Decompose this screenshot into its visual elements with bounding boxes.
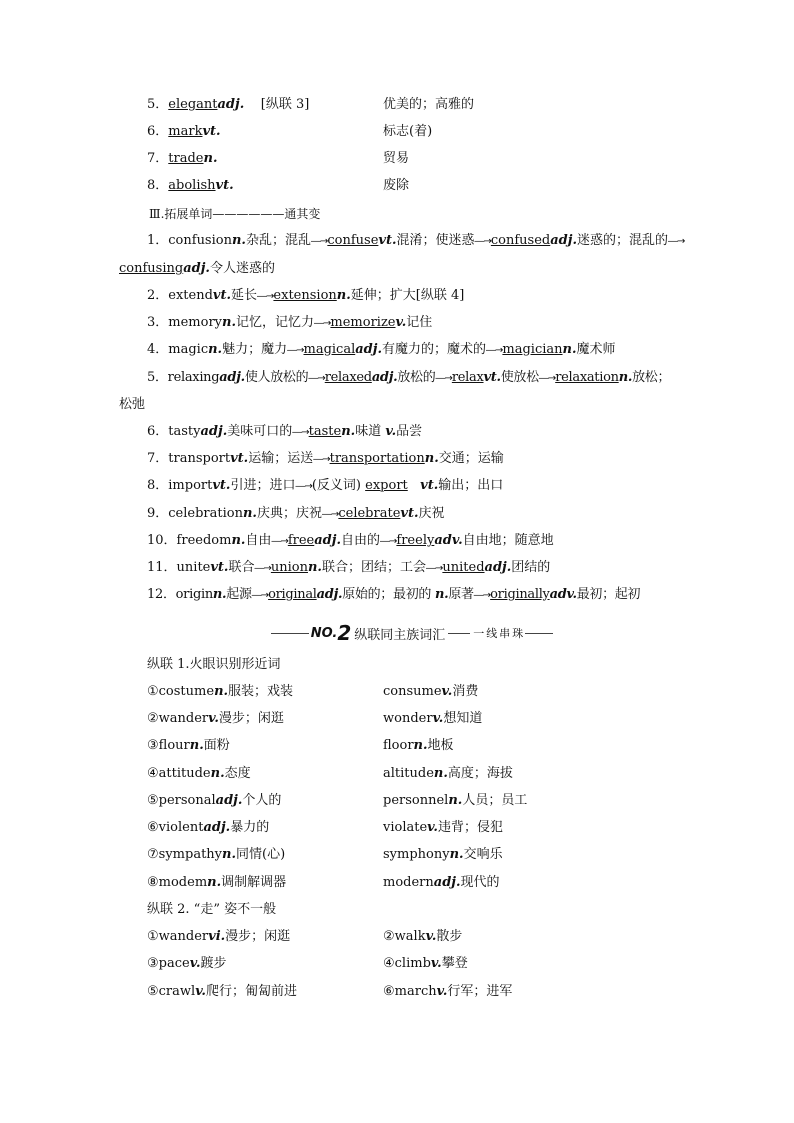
- part-of-speech: adj.: [200, 424, 228, 439]
- meaning: 踱步: [200, 956, 227, 971]
- circle-number: ①: [147, 929, 159, 944]
- part-of-speech: v.: [441, 684, 453, 699]
- headword: 3．memory: [147, 315, 223, 330]
- part-of-speech: adj.: [484, 560, 512, 575]
- part-of-speech: vt.: [378, 233, 397, 248]
- meaning: 魔术师: [576, 342, 616, 357]
- meaning: 爬行；匍匐前进: [205, 984, 297, 999]
- item-number: 7．: [147, 151, 169, 166]
- derived-word: memorize: [330, 315, 396, 330]
- derived-word: confuse: [327, 233, 379, 248]
- word: attitude: [158, 766, 211, 781]
- extension-line-10: [147, 532, 554, 551]
- part-of-speech: vt.: [400, 506, 419, 521]
- word: symphony: [383, 847, 450, 862]
- meaning: 交响乐: [463, 847, 503, 862]
- circle-number: ⑤: [147, 793, 159, 808]
- headword: 12．origin: [147, 587, 213, 602]
- arrow-icon: ―→: [287, 345, 304, 356]
- part-of-speech: n.: [307, 560, 322, 575]
- part-of-speech: adj.: [550, 233, 577, 248]
- word: violent: [158, 820, 204, 835]
- word: costume: [158, 684, 215, 699]
- meaning: 美味可口的: [227, 424, 293, 439]
- word: consume: [383, 684, 442, 699]
- headword: 9．celebration: [147, 506, 243, 521]
- derived-word: relaxation: [555, 370, 619, 385]
- meaning: 迷惑的；混乱的: [577, 233, 669, 248]
- part-of-speech: v.: [189, 956, 201, 971]
- part-of-speech: v.: [195, 984, 206, 999]
- meaning: 面粉: [203, 738, 230, 753]
- meaning: 态度: [224, 766, 251, 781]
- headword: 4．magic: [147, 342, 209, 357]
- part-of-speech: adj.: [183, 261, 210, 276]
- meaning: 庆祝: [418, 506, 445, 521]
- note: (反义词): [311, 478, 361, 493]
- pair-right: [383, 819, 503, 837]
- part-of-speech: vt.: [230, 451, 249, 466]
- part-of-speech: v.: [395, 315, 407, 330]
- meaning: 想知道: [443, 711, 483, 726]
- headword: 11．unite: [147, 560, 211, 575]
- derived-word: relax: [451, 370, 484, 385]
- meaning: 行军；进军: [447, 984, 513, 999]
- extension-line-3: [147, 314, 432, 333]
- banner-rule-right: [525, 633, 553, 634]
- vocab-item: [147, 123, 221, 141]
- meaning: 令人迷惑的: [209, 261, 275, 276]
- word: march: [394, 984, 437, 999]
- part-of-speech: v.: [425, 929, 437, 944]
- meaning: 服装；戏装: [228, 684, 294, 699]
- meaning: 使人放松的: [244, 370, 309, 385]
- arrow-icon: ―→: [380, 536, 397, 547]
- arrow-icon: ―→: [314, 318, 331, 329]
- word: pace: [158, 956, 190, 971]
- extension-line-5-cont: 松弛: [119, 397, 146, 412]
- part-of-speech: n.: [449, 847, 464, 862]
- pair-right: [383, 928, 462, 946]
- headword: 7．transport: [147, 451, 231, 466]
- part-of-speech: vt.: [202, 124, 221, 139]
- part-of-speech: adj.: [314, 533, 341, 548]
- banner-title: 纵联同主族词汇: [354, 627, 446, 643]
- meaning: 使放松: [500, 370, 539, 385]
- meaning: 庆典；庆祝: [256, 506, 322, 521]
- headword: 5．relaxing: [147, 370, 220, 385]
- part-of-speech: n.: [618, 370, 633, 385]
- circle-number: ①: [147, 684, 159, 699]
- word: violate: [383, 820, 428, 835]
- part-of-speech: adv.: [434, 533, 463, 548]
- pair-left: [147, 928, 290, 946]
- meaning: 散步: [436, 929, 463, 944]
- pair-left: [147, 683, 293, 701]
- pair-left: [147, 765, 251, 783]
- word: personnel: [383, 793, 449, 808]
- headword: 10．freedom: [147, 533, 232, 548]
- word: modern: [383, 875, 434, 890]
- meaning: 交通；运输: [438, 451, 504, 466]
- part-of-speech: adj.: [219, 370, 245, 385]
- part-of-speech: vt.: [215, 178, 234, 193]
- part-of-speech: n.: [433, 766, 448, 781]
- word: flour: [158, 738, 190, 753]
- meaning: 人员；员工: [462, 793, 528, 808]
- circle-number: ⑧: [147, 875, 159, 890]
- part-of-speech: adj.: [217, 97, 245, 112]
- word: altitude: [383, 766, 434, 781]
- circle-number: ④: [383, 956, 395, 971]
- part-of-speech: vi.: [208, 929, 226, 944]
- meaning: 放松；: [632, 370, 671, 385]
- word: crawl: [158, 984, 196, 999]
- item-number: 8．: [147, 178, 169, 193]
- arrow-icon: ―→: [257, 291, 274, 302]
- meaning: 地板: [427, 738, 454, 753]
- extension-line-7: [147, 450, 504, 469]
- pair-right: [383, 846, 503, 864]
- meaning: 联合: [228, 560, 255, 575]
- banner-rule-left: [271, 633, 309, 634]
- part-of-speech: n.: [208, 342, 223, 357]
- arrow-icon: ―→: [295, 481, 312, 492]
- part-of-speech: n.: [231, 233, 246, 248]
- part-of-speech: v.: [385, 424, 397, 439]
- part-of-speech: adj.: [433, 875, 461, 890]
- circle-number: ④: [147, 766, 159, 781]
- item-number: 6．: [147, 124, 169, 139]
- pair-right: [383, 874, 500, 892]
- meaning: 联合；团结；工会: [321, 560, 426, 575]
- arrow-icon: ―→: [308, 373, 325, 384]
- part-of-speech: n.: [336, 288, 351, 303]
- headword: 1．confusion: [147, 233, 232, 248]
- part-of-speech: vt.: [212, 288, 232, 303]
- part-of-speech: n.: [231, 533, 246, 548]
- pair-right: [383, 765, 513, 783]
- meaning: 违背；侵犯: [437, 820, 503, 835]
- pair-right: [383, 683, 478, 701]
- meaning: 漫步；闲逛: [218, 711, 284, 726]
- extension-line-11: [147, 559, 550, 578]
- part-of-speech: adj.: [316, 587, 343, 602]
- derived-word: taste: [308, 424, 342, 439]
- group-heading: 纵联 2. “走” 姿不一般: [147, 902, 277, 917]
- part-of-speech: vt.: [210, 560, 229, 575]
- meaning: 品尝: [396, 424, 423, 439]
- meaning: 原始的；最初的: [342, 587, 432, 602]
- meaning: 漫步；闲逛: [225, 929, 291, 944]
- part-of-speech: n.: [242, 506, 257, 521]
- meaning: 高度；海拔: [447, 766, 513, 781]
- pair-right: [383, 737, 454, 755]
- pair-left: [147, 983, 297, 1001]
- vocab-meaning: 贸易: [383, 151, 410, 166]
- meaning: 有魔力的；魔术的: [382, 342, 487, 357]
- part-of-speech: v.: [436, 984, 448, 999]
- headword: 2．extend: [147, 288, 213, 303]
- part-of-speech: n.: [413, 738, 428, 753]
- part-of-speech: n.: [434, 587, 449, 602]
- part-of-speech: n.: [203, 151, 218, 166]
- meaning: 原著: [448, 587, 474, 602]
- meaning: 自由地；随意地: [462, 533, 554, 548]
- part-of-speech: n.: [222, 847, 236, 862]
- group-heading: 纵联 1.火眼识别形近词: [147, 657, 281, 672]
- meaning: 放松的: [397, 370, 436, 385]
- arrow-icon: ―→: [321, 509, 339, 520]
- meaning: 延伸；扩大[纵联 4]: [350, 288, 465, 303]
- part-of-speech: n.: [214, 684, 229, 699]
- part-of-speech: adj.: [355, 342, 382, 357]
- part-of-speech: n.: [189, 738, 204, 753]
- arrow-icon: ―→: [313, 454, 330, 465]
- word: climb: [394, 956, 431, 971]
- vocab-item: [147, 150, 217, 168]
- banner-number: 2: [337, 621, 352, 645]
- part-of-speech: vt.: [483, 370, 501, 385]
- pair-left: [147, 846, 285, 864]
- meaning: 味道: [355, 424, 382, 439]
- pair-left: [147, 710, 284, 728]
- derived-word: transportation: [329, 451, 425, 466]
- circle-number: ⑥: [383, 984, 395, 999]
- word: sympathy: [158, 847, 223, 862]
- headword: 8．import: [147, 478, 213, 493]
- meaning: 引进；进口: [230, 478, 296, 493]
- derived-word: extension: [273, 288, 337, 303]
- part-of-speech: v.: [432, 711, 444, 726]
- derived-word: export: [365, 478, 408, 493]
- meaning: 团结的: [511, 560, 551, 575]
- meaning: 记住: [406, 315, 433, 330]
- word: modem: [158, 875, 208, 890]
- derived-word: confused: [490, 233, 551, 248]
- meaning: 同情(心): [236, 847, 286, 862]
- pair-right: [383, 792, 527, 810]
- word: wonder: [383, 711, 433, 726]
- meaning: 攀登: [441, 956, 468, 971]
- part-of-speech: vt.: [420, 478, 439, 493]
- meaning: 自由: [245, 533, 272, 548]
- arrow-icon: ―→: [474, 236, 491, 247]
- arrow-icon: ―→: [425, 563, 443, 574]
- meaning: 魅力；魔力: [222, 342, 288, 357]
- part-of-speech: v.: [427, 820, 438, 835]
- part-of-speech: v.: [208, 711, 219, 726]
- vocab-word: mark: [168, 124, 203, 139]
- extension-line-4: [147, 341, 616, 360]
- meaning: 暴力的: [230, 820, 270, 835]
- arrow-icon: ―→: [435, 373, 452, 384]
- derived-word: united: [442, 560, 485, 575]
- vocab-item: [147, 96, 309, 114]
- headword: 6．tasty: [147, 424, 201, 439]
- part-of-speech: adj.: [215, 793, 243, 808]
- meaning: 起源: [226, 587, 252, 602]
- word: floor: [383, 738, 414, 753]
- arrow-icon: ―→: [473, 590, 491, 601]
- derived-word: freely: [396, 533, 435, 548]
- vocab-meaning: 标志(着): [383, 124, 433, 139]
- meaning: 延长: [231, 288, 258, 303]
- arrow-icon: ―→: [251, 590, 269, 601]
- meaning: 消费: [452, 684, 479, 699]
- pair-left: [147, 737, 230, 755]
- meaning: 现代的: [460, 875, 500, 890]
- arrow-icon: ―→: [254, 563, 271, 574]
- circle-number: ⑤: [147, 984, 159, 999]
- banner-subtitle: 一线串珠: [473, 627, 526, 640]
- extension-line-1-cont: [119, 260, 275, 278]
- pair-left: [147, 819, 269, 837]
- arrow-icon: ―→: [271, 536, 288, 547]
- part-of-speech: v.: [430, 956, 442, 971]
- banner-no: NO.: [310, 625, 338, 641]
- word: wander: [158, 929, 209, 944]
- vocab-word: abolish: [168, 178, 216, 193]
- pair-left: [147, 792, 281, 810]
- part-of-speech: n.: [448, 793, 463, 808]
- vocab-word: elegant: [168, 97, 218, 112]
- cross-reference: [纵联 3]: [260, 97, 310, 112]
- derived-word: celebrate: [338, 506, 401, 521]
- meaning: 最初；起初: [576, 587, 641, 602]
- extension-line-9: [147, 505, 445, 524]
- banner-rule-mid: [448, 633, 470, 634]
- pair-left: [147, 874, 286, 892]
- meaning: 调制解调器: [221, 875, 287, 890]
- extension-line-2: [147, 287, 464, 306]
- circle-number: ③: [147, 956, 159, 971]
- vocab-item: [147, 177, 234, 195]
- extension-line-8: [147, 477, 503, 496]
- arrow-icon: ―→: [668, 236, 685, 247]
- derived-word: originally: [490, 587, 550, 602]
- extension-line-6: [147, 423, 422, 442]
- meaning: 个人的: [242, 793, 282, 808]
- word: walk: [394, 929, 426, 944]
- arrow-icon: ―→: [486, 345, 503, 356]
- vocab-meaning: 废除: [383, 178, 410, 193]
- item-number: 5．: [147, 97, 169, 112]
- derived-word: free: [287, 533, 315, 548]
- circle-number: ②: [383, 929, 395, 944]
- arrow-icon: ―→: [538, 373, 556, 384]
- part-of-speech: n.: [424, 451, 439, 466]
- pair-right: [383, 955, 468, 973]
- derived-word: union: [270, 560, 308, 575]
- part-of-speech: n.: [562, 342, 577, 357]
- meaning: 混淆；使迷惑: [396, 233, 475, 248]
- circle-number: ⑦: [147, 847, 159, 862]
- part-of-speech: adj.: [203, 820, 231, 835]
- word: wander: [158, 711, 209, 726]
- extension-line-12: [147, 586, 640, 605]
- meaning: 运输；运送: [248, 451, 314, 466]
- circle-number: ②: [147, 711, 159, 726]
- meaning: 输出；出口: [438, 478, 504, 493]
- extension-line-1: [147, 232, 684, 251]
- part-of-speech: vt.: [212, 478, 231, 493]
- arrow-icon: ―→: [292, 427, 309, 438]
- part-of-speech: adv.: [549, 587, 577, 602]
- arrow-icon: ―→: [310, 236, 328, 247]
- derived-word: confusing: [119, 261, 184, 276]
- circle-number: ③: [147, 738, 159, 753]
- pair-right: [383, 710, 482, 728]
- section-banner: [254, 621, 570, 645]
- part-of-speech: n.: [212, 587, 227, 602]
- derived-word: original: [268, 587, 317, 602]
- part-of-speech: n.: [222, 315, 236, 330]
- vocab-meaning: 优美的；高雅的: [383, 97, 475, 112]
- part-of-speech: adj.: [371, 370, 398, 385]
- extension-line-5: [147, 369, 670, 388]
- part-of-speech: n.: [207, 875, 222, 890]
- derived-word: magician: [502, 342, 563, 357]
- section-heading: Ⅲ.拓展单词——————通其变: [149, 207, 321, 221]
- pair-right: [383, 983, 512, 1001]
- circle-number: ⑥: [147, 820, 159, 835]
- meaning: 自由的: [341, 533, 381, 548]
- derived-word: relaxed: [324, 370, 372, 385]
- vocab-word: trade: [168, 151, 204, 166]
- word: personal: [158, 793, 216, 808]
- meaning: 杂乱；混乱: [245, 233, 311, 248]
- derived-word: magical: [303, 342, 356, 357]
- pair-left: [147, 955, 227, 973]
- meaning: 记忆，记忆力: [236, 315, 315, 330]
- part-of-speech: n.: [210, 766, 225, 781]
- part-of-speech: n.: [341, 424, 356, 439]
